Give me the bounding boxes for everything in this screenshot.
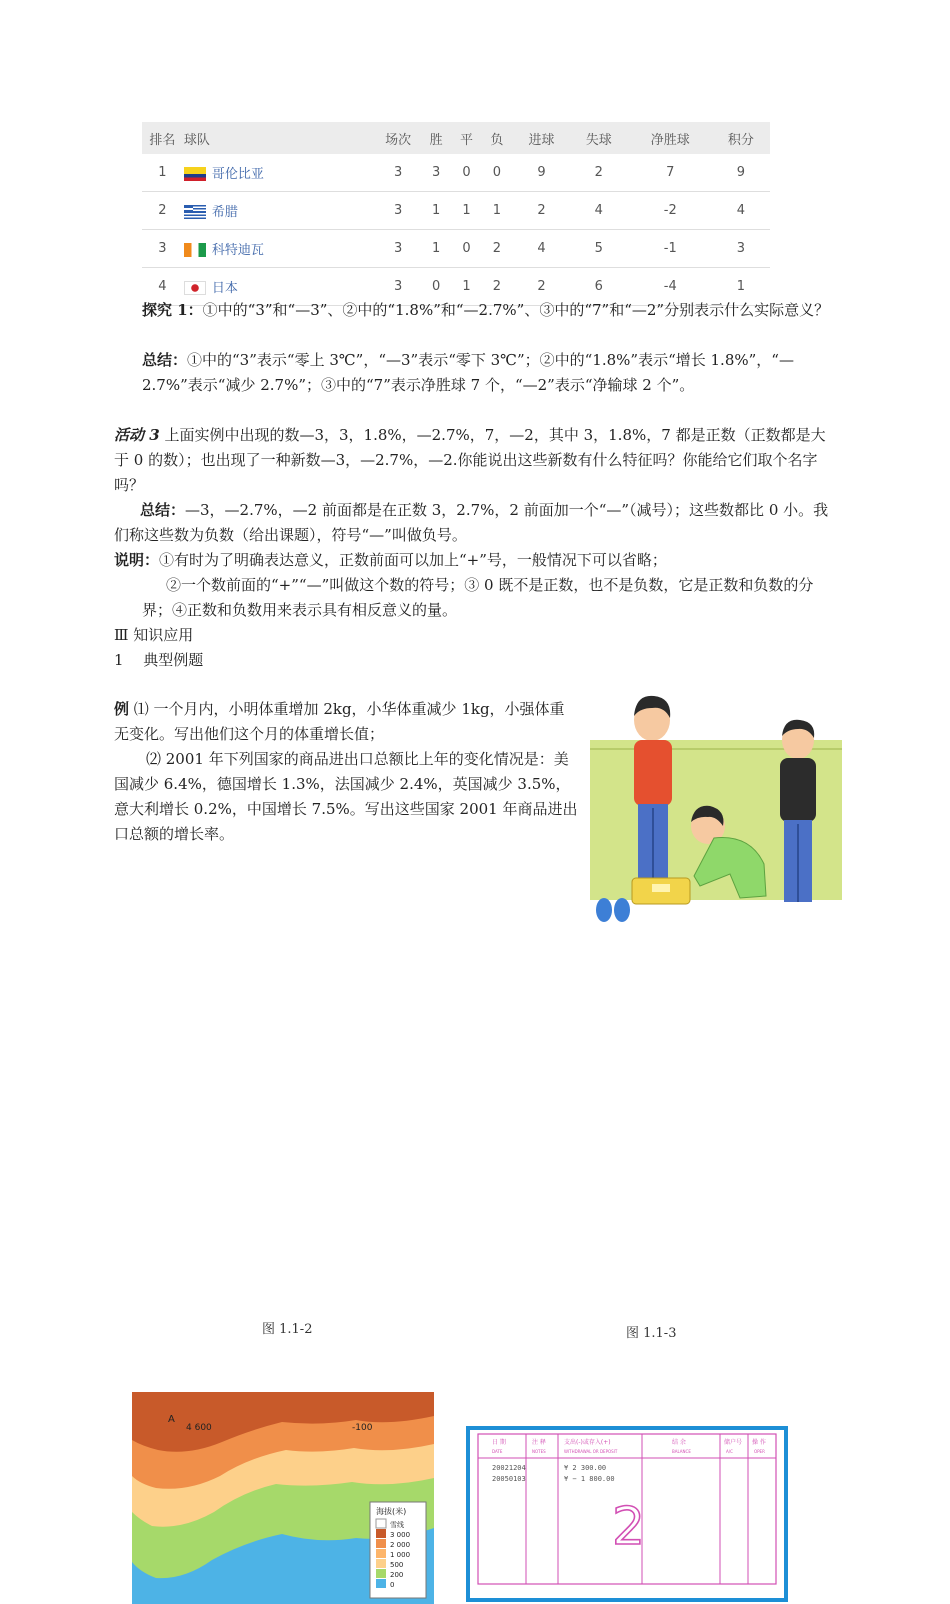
col-header-amount: 支出(-)或存入(+)	[564, 1439, 611, 1446]
col-subheader-date: DATE	[492, 1449, 503, 1454]
col-header-operator: 操 作	[752, 1439, 766, 1446]
goal-diff-cell: -4	[629, 268, 712, 306]
legend-item: 1 000	[390, 1551, 411, 1559]
example-part-1	[114, 697, 578, 747]
header-won: 胜	[419, 122, 454, 154]
page-number-outline: 2	[612, 1497, 646, 1557]
elevation-legend	[370, 1502, 426, 1598]
header-played: 场次	[378, 122, 419, 154]
played-cell: 3	[378, 154, 419, 192]
goals-against-cell: 6	[569, 268, 629, 306]
note-paragraph-1	[114, 548, 840, 573]
rank-cell: 2	[142, 192, 183, 230]
summary-1-text: ①中的“3”表示“零上 3℃”，“—3”表示“零下 3℃”；②中的“1.8%”表示“增长 1.8%”，“—2.7%”表示“减少 2.7%”；③中的“7”表示净胜球 7 个，“—2”表示“净输球 2 个”。	[142, 351, 794, 394]
team-cell[interactable]	[183, 192, 378, 230]
rank-cell: 4	[142, 268, 183, 306]
legend-item: 雪线	[390, 1521, 404, 1529]
rank-cell: 1	[142, 154, 183, 192]
goal-diff-cell: -1	[629, 230, 712, 268]
team-name[interactable]: 日本	[211, 281, 238, 296]
ivory-coast-flag-icon	[184, 243, 206, 257]
legend-item: 200	[390, 1571, 404, 1579]
entry-date: 20021204	[492, 1464, 526, 1472]
goal-diff-cell: 7	[629, 154, 712, 192]
draw-cell: 1	[454, 268, 480, 306]
played-cell: 3	[378, 230, 419, 268]
contour-label: -100	[352, 1423, 373, 1433]
activity-3-text: 上面实例中出现的数—3，3，1.8%，—2.7%，7，—2，其中 3，1.8%，7 都是正数（正数都是大于 0 的数）；也出现了一种新数—3，—2.7%，—2.你能说出这些新数有什么特征吗？你能给它们取个名字吗？	[114, 426, 826, 494]
header-team: 球队	[183, 122, 378, 154]
draw-cell: 0	[454, 154, 480, 192]
won-cell: 0	[419, 268, 454, 306]
example-part-2: ⑵ 2001 年下列国家的商品进出口总额比上年的变化情况是：美国减少 6.4%，德国增长 1.3%，法国减少 2.4%，英国减少 3.5%，意大利增长 0.2%，中国增长 7.5%。写出这些国家 2001 年商品进出口总额的增长率。	[114, 750, 578, 843]
won-cell: 1	[419, 192, 454, 230]
goals-against-cell: 4	[569, 192, 629, 230]
goal-diff-cell: -2	[629, 192, 712, 230]
topographic-map-figure	[132, 1392, 434, 1604]
point-a-label: A	[168, 1414, 175, 1425]
points-cell: 4	[712, 192, 770, 230]
header-draw: 平	[454, 122, 480, 154]
note-paragraph-2	[142, 573, 840, 623]
passbook-figure	[466, 1426, 788, 1602]
draw-cell: 0	[454, 230, 480, 268]
team-cell[interactable]	[183, 230, 378, 268]
team-name[interactable]: 哥伦比亚	[211, 167, 264, 182]
legend-title: 海拔(米)	[376, 1507, 407, 1516]
goals-against-cell: 5	[569, 230, 629, 268]
standings-table	[142, 122, 770, 306]
header-rank: 排名	[142, 122, 183, 154]
point-a-elevation: 4 600	[186, 1423, 212, 1433]
played-cell: 3	[378, 192, 419, 230]
goals-for-cell: 2	[514, 192, 568, 230]
header-goal-diff: 净胜球	[629, 122, 712, 154]
goals-for-cell: 2	[514, 268, 568, 306]
col-subheader-notes: NOTES	[532, 1449, 546, 1454]
legend-item: 500	[390, 1561, 404, 1569]
entry-amount: ¥ − 1 800.00	[564, 1475, 615, 1483]
summary-2-text: —3，—2.7%，—2 前面都是在正数 3，2.7%，2 前面加一个“—”（减号）；这些数都比 0 小。我们称这些数为负数（给出课题），符号“—”叫做负号。	[114, 501, 829, 544]
figure-caption-right: 图 1.1-3	[626, 1326, 677, 1341]
col-header-date: 日 期	[492, 1439, 506, 1446]
entry-amount: ¥ 2 300.00	[564, 1464, 607, 1472]
header-goals-against: 失球	[569, 122, 629, 154]
team-name[interactable]: 希腊	[211, 205, 238, 220]
note-label: 说明：	[114, 551, 160, 569]
activity-3-label: 活动 3	[114, 426, 160, 444]
draw-cell: 1	[454, 192, 480, 230]
explore-1-text: ①中的“3”和“—3”、②中的“1.8%”和“—2.7%”、③中的“7”和“—2”分别表示什么实际意义？	[202, 301, 830, 319]
legend-item: 0	[390, 1581, 395, 1589]
col-subheader-account: A/C	[726, 1449, 733, 1454]
rank-cell: 3	[142, 230, 183, 268]
figure-caption-left: 图 1.1-2	[262, 1322, 313, 1337]
example-label: 例	[114, 700, 130, 718]
lost-cell: 0	[479, 154, 514, 192]
entry-date: 20050103	[492, 1475, 526, 1483]
table-row	[142, 154, 770, 192]
colombia-flag-icon	[184, 167, 206, 181]
lost-cell: 1	[479, 192, 514, 230]
col-header-balance: 结 余	[672, 1439, 686, 1446]
table-row	[142, 192, 770, 230]
goals-for-cell: 4	[514, 230, 568, 268]
greece-flag-icon	[184, 205, 206, 219]
won-cell: 3	[419, 154, 454, 192]
points-cell: 9	[712, 154, 770, 192]
section-heading: Ⅲ 知识应用	[114, 626, 194, 644]
won-cell: 1	[419, 230, 454, 268]
example-text-1: ⑴ 一个月内，小明体重增加 2kg，小华体重减少 1kg，小强体重无变化。写出他们这个月的体重增长值；	[114, 700, 565, 743]
subsection-heading: 1 典型例题	[114, 651, 204, 669]
summary-2-label: 总结：	[140, 501, 186, 519]
team-cell[interactable]	[183, 154, 378, 192]
col-subheader-amount: WITHDRAWAL OR DEPOSIT	[564, 1449, 618, 1454]
lost-cell: 2	[479, 268, 514, 306]
standings-header-row	[142, 122, 770, 154]
col-subheader-balance: BALANCE	[672, 1449, 691, 1454]
goals-for-cell: 9	[514, 154, 568, 192]
japan-flag-icon	[184, 281, 206, 295]
table-row	[142, 230, 770, 268]
header-lost: 负	[479, 122, 514, 154]
col-header-account: 储户号	[724, 1439, 743, 1446]
col-header-notes: 注 释	[532, 1439, 546, 1446]
note-line-2: ②一个数前面的“+”“—”叫做这个数的符号；③ 0 既不是正数，也不是负数，它是正数和负数的分界；④正数和负数用来表示具有相反意义的量。	[142, 576, 814, 619]
legend-item: 2 000	[390, 1541, 411, 1549]
header-goals-for: 进球	[514, 122, 568, 154]
points-cell: 1	[712, 268, 770, 306]
col-subheader-operator: OPER	[754, 1449, 765, 1454]
goals-against-cell: 2	[569, 154, 629, 192]
summary-1-paragraph	[142, 348, 842, 398]
explore-1-paragraph	[142, 298, 842, 323]
children-weighing-illustration	[590, 688, 842, 928]
summary-2-paragraph	[114, 498, 840, 548]
explore-1-label: 探究 1：	[142, 301, 203, 319]
points-cell: 3	[712, 230, 770, 268]
team-name[interactable]: 科特迪瓦	[211, 243, 264, 258]
lost-cell: 2	[479, 230, 514, 268]
summary-1-label: 总结：	[142, 351, 188, 369]
activity-3-paragraph	[114, 423, 840, 498]
legend-item: 3 000	[390, 1531, 411, 1539]
header-points: 积分	[712, 122, 770, 154]
note-line-1: ①有时为了明确表达意义，正数前面可以加上“+”号，一般情况下可以省略；	[159, 551, 667, 569]
played-cell: 3	[378, 268, 419, 306]
